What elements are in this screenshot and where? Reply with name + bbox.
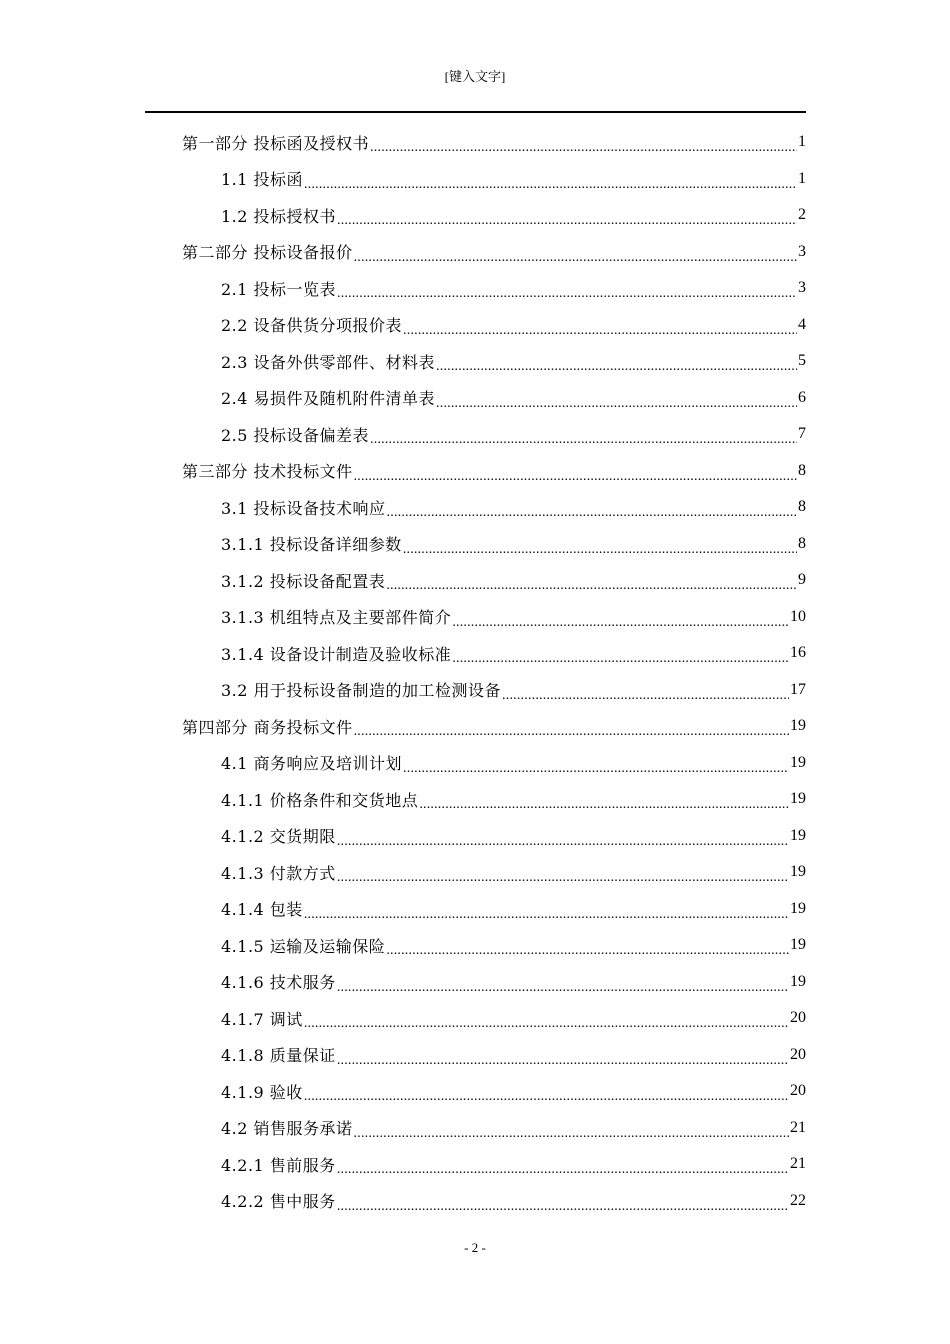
toc-dot-leader [354, 720, 789, 740]
toc-dot-leader [337, 1049, 789, 1069]
toc-entry-page: 20 [790, 1045, 806, 1063]
toc-section-entry[interactable] [145, 307, 806, 344]
toc-entry-title: 4.2.2 售中服务 [221, 1192, 336, 1212]
toc-entry-page: 19 [790, 863, 806, 881]
toc-dot-leader [452, 647, 789, 667]
toc-entry-page: 8 [798, 534, 806, 552]
header-rule [145, 111, 806, 113]
toc-dot-leader [337, 1195, 789, 1215]
toc-dot-leader [304, 903, 789, 923]
toc-entry-page: 19 [790, 753, 806, 771]
toc-dot-leader [403, 319, 797, 339]
toc-entry-page: 8 [798, 461, 806, 479]
toc-entry-title: 4.1.7 调试 [221, 1009, 303, 1029]
toc-entry-page: 10 [790, 607, 806, 625]
toc-entry-title: 1.2 投标授权书 [221, 206, 337, 226]
toc-entry-page: 6 [798, 388, 806, 406]
toc-dot-leader [354, 465, 797, 485]
toc-entry-title: 1.1 投标函 [221, 170, 304, 190]
toc-dot-leader [436, 392, 797, 412]
toc-section-entry[interactable] [145, 1037, 806, 1074]
toc-entry-page: 20 [790, 1009, 806, 1027]
toc-dot-leader [354, 1122, 789, 1142]
toc-dot-leader [337, 976, 789, 996]
toc-section-entry[interactable] [145, 161, 806, 198]
toc-dot-leader [304, 1012, 789, 1032]
toc-section-entry[interactable] [145, 635, 806, 672]
toc-entry-page: 17 [790, 680, 806, 698]
toc-entry-page: 19 [790, 790, 806, 808]
toc-part-entry[interactable] [145, 453, 806, 490]
toc-entry-page: 19 [790, 972, 806, 990]
toc-entry-page: 21 [790, 1155, 806, 1173]
toc-section-entry[interactable] [145, 1146, 806, 1183]
toc-dot-leader [337, 830, 789, 850]
toc-section-entry[interactable] [145, 416, 806, 453]
toc-section-entry[interactable] [145, 489, 806, 526]
toc-dot-leader [387, 501, 797, 521]
toc-entry-title: 3.1.2 投标设备配置表 [221, 571, 386, 591]
toc-entry-title: 4.1.5 运输及运输保险 [221, 936, 386, 956]
toc-section-entry[interactable] [145, 526, 806, 563]
toc-entry-title: 3.1 投标设备技术响应 [221, 498, 386, 518]
toc-entry-page: 21 [790, 1118, 806, 1136]
page-header: [键入文字] [444, 69, 506, 84]
toc-entry-page: 16 [790, 644, 806, 662]
toc-entry-title: 2.4 易损件及随机附件清单表 [221, 389, 436, 409]
toc-entry-page: 4 [798, 315, 806, 333]
toc-entry-page: 20 [790, 1082, 806, 1100]
toc-part-entry[interactable] [145, 234, 806, 271]
toc-entry-title: 4.1.2 交货期限 [221, 827, 336, 847]
toc-entry-page: 19 [790, 899, 806, 917]
toc-entry-title: 4.1.9 验收 [221, 1082, 303, 1102]
toc-section-entry[interactable] [145, 380, 806, 417]
toc-entry-title: 第三部分 技术投标文件 [182, 462, 353, 482]
toc-section-entry[interactable] [145, 854, 806, 891]
toc-entry-title: 2.3 设备外供零部件、材料表 [221, 352, 436, 372]
toc-entry-title: 3.1.4 设备设计制造及验收标准 [221, 644, 452, 664]
toc-dot-leader [337, 209, 797, 229]
toc-section-entry[interactable] [145, 672, 806, 709]
toc-dot-leader [304, 1085, 789, 1105]
toc-section-entry[interactable] [145, 891, 806, 928]
toc-dot-leader [452, 611, 789, 631]
toc-entry-page: 1 [798, 169, 806, 187]
toc-part-entry[interactable] [145, 708, 806, 745]
toc-section-entry[interactable] [145, 1073, 806, 1110]
toc-section-entry[interactable] [145, 1183, 806, 1220]
toc-section-entry[interactable] [145, 343, 806, 380]
toc-entry-page: 19 [790, 717, 806, 735]
toc-dot-leader [436, 355, 797, 375]
toc-dot-leader [354, 246, 797, 266]
toc-section-entry[interactable] [145, 781, 806, 818]
toc-section-entry[interactable] [145, 1110, 806, 1147]
toc-dot-leader [419, 793, 789, 813]
toc-entry-page: 3 [798, 242, 806, 260]
table-of-contents [145, 124, 806, 1219]
toc-entry-title: 4.1.4 包装 [221, 900, 303, 920]
toc-entry-page: 19 [790, 826, 806, 844]
toc-entry-title: 3.2 用于投标设备制造的加工检测设备 [221, 681, 502, 701]
toc-dot-leader [304, 173, 797, 193]
toc-entry-page: 7 [798, 425, 806, 443]
toc-dot-leader [386, 574, 797, 594]
toc-entry-title: 3.1.1 投标设备详细参数 [221, 535, 402, 555]
toc-section-entry[interactable] [145, 599, 806, 636]
toc-entry-title: 4.1.8 质量保证 [221, 1046, 336, 1066]
toc-dot-leader [337, 282, 797, 302]
toc-entry-title: 第四部分 商务投标文件 [182, 717, 353, 737]
toc-entry-title: 2.1 投标一览表 [221, 279, 337, 299]
toc-entry-page: 3 [798, 279, 806, 297]
toc-entry-title: 第一部分 投标函及授权书 [182, 133, 370, 153]
toc-entry-page: 8 [798, 498, 806, 516]
toc-entry-page: 5 [798, 352, 806, 370]
toc-dot-leader [337, 866, 789, 886]
toc-dot-leader [370, 136, 797, 156]
toc-dot-leader [403, 538, 797, 558]
toc-entry-page: 22 [790, 1191, 806, 1209]
toc-entry-title: 4.1.6 技术服务 [221, 973, 336, 993]
toc-entry-title: 4.1.1 价格条件和交货地点 [221, 790, 419, 810]
toc-entry-page: 19 [790, 936, 806, 954]
toc-section-entry[interactable] [145, 562, 806, 599]
toc-dot-leader [337, 1158, 789, 1178]
toc-entry-title: 4.1.3 付款方式 [221, 863, 336, 883]
toc-entry-title: 2.5 投标设备偏差表 [221, 425, 370, 445]
toc-section-entry[interactable] [145, 270, 806, 307]
toc-entry-page: 1 [798, 133, 806, 151]
toc-entry-title: 3.1.3 机组特点及主要部件简介 [221, 608, 452, 628]
toc-dot-leader [403, 757, 789, 777]
toc-entry-title: 2.2 设备供货分项报价表 [221, 316, 403, 336]
toc-entry-page: 2 [798, 206, 806, 224]
toc-dot-leader [370, 428, 797, 448]
toc-section-entry[interactable] [145, 1000, 806, 1037]
toc-entry-title: 第二部分 投标设备报价 [182, 243, 353, 263]
toc-section-entry[interactable] [145, 197, 806, 234]
toc-part-entry[interactable] [145, 124, 806, 161]
page-number: - 2 - [464, 1240, 486, 1255]
toc-section-entry[interactable] [145, 927, 806, 964]
toc-entry-title: 4.1 商务响应及培训计划 [221, 754, 403, 774]
toc-dot-leader [386, 939, 789, 959]
toc-entry-title: 4.2 销售服务承诺 [221, 1119, 353, 1139]
toc-entry-page: 9 [798, 571, 806, 589]
toc-entry-title: 4.2.1 售前服务 [221, 1155, 336, 1175]
toc-section-entry[interactable] [145, 745, 806, 782]
toc-section-entry[interactable] [145, 964, 806, 1001]
toc-dot-leader [502, 684, 789, 704]
toc-section-entry[interactable] [145, 818, 806, 855]
